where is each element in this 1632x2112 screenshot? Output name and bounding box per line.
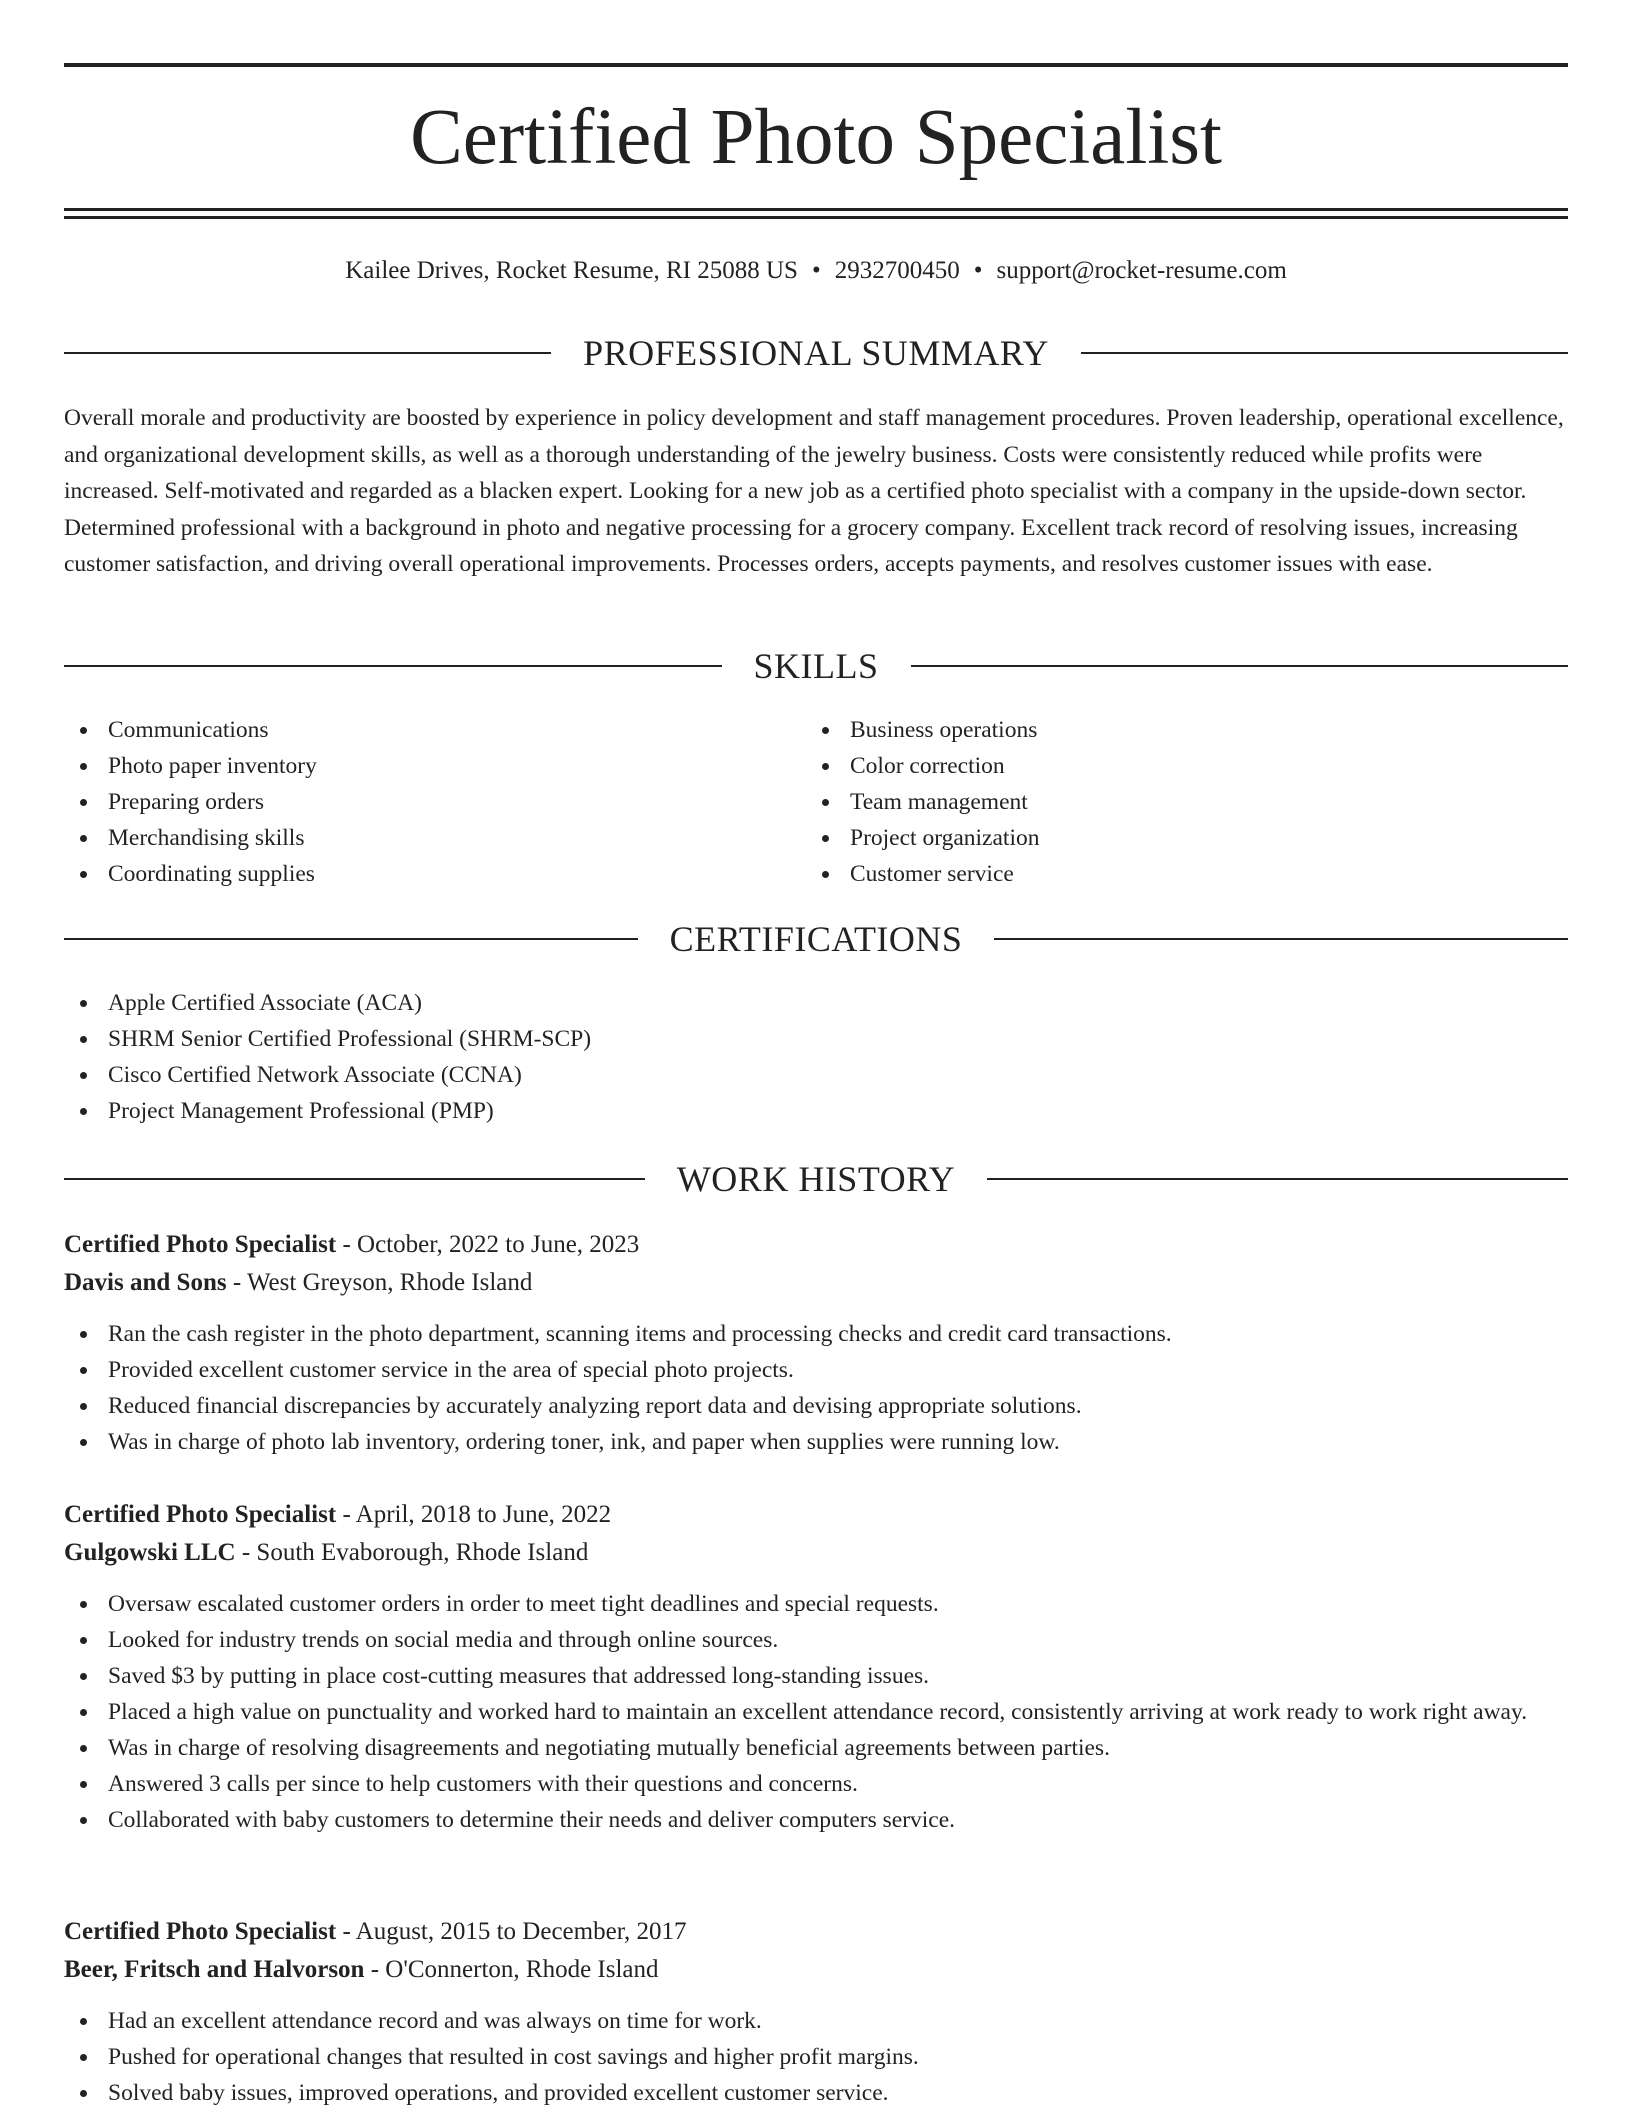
heading-rule-left (64, 665, 722, 667)
heading-rule-left (64, 1178, 645, 1180)
job-location: - West Greyson, Rhode Island (226, 1269, 533, 1296)
job-title: Certified Photo Specialist (64, 1231, 337, 1258)
certifications-list (64, 985, 1568, 1129)
skills-list-left (64, 712, 804, 892)
job-duty: Reduced financial discrepancies by accurately analyzing report data and devising appropriate solutions. (64, 1388, 1568, 1424)
job-duty: Collaborated with baby customers to determine their needs and deliver computers service. (64, 1802, 1568, 1838)
skill-item: Communications (64, 712, 804, 748)
contact-separator: • (973, 257, 983, 284)
skill-item: Preparing orders (64, 784, 804, 820)
certification-item: Cisco Certified Network Associate (CCNA) (64, 1057, 1568, 1093)
job-dates: - April, 2018 to June, 2022 (336, 1501, 612, 1528)
job-entry (64, 1913, 1568, 2111)
skill-item: Project organization (806, 820, 1546, 856)
job-title-line (64, 1226, 1568, 1264)
skills-list-right (806, 712, 1546, 892)
job-company: Beer, Fritsch and Halvorson (64, 1956, 365, 1983)
contact-separator: • (811, 257, 821, 284)
work-history-heading (64, 1157, 1568, 1201)
heading-rule-right (987, 1178, 1568, 1180)
heading-rule-left (64, 938, 638, 940)
job-title: Certified Photo Specialist (64, 1918, 337, 1945)
job-duty: Was in charge of photo lab inventory, ordering toner, ink, and paper when supplies were running low. (64, 1424, 1568, 1460)
skill-item: Coordinating supplies (64, 856, 804, 892)
job-company-line (64, 1264, 1568, 1302)
job-duty: Was in charge of resolving disagreements and negotiating mutually beneficial agreements between parties. (64, 1730, 1568, 1766)
contact-line (64, 254, 1568, 288)
job-duties (64, 1586, 1568, 1838)
certification-item: Project Management Professional (PMP) (64, 1093, 1568, 1129)
job-duty: Solved baby issues, improved operations, and provided excellent customer service. (64, 2075, 1568, 2111)
top-rule (64, 63, 1568, 67)
job-dates: - August, 2015 to December, 2017 (336, 1918, 687, 1945)
title-rule-lower (64, 216, 1568, 219)
job-duty: Oversaw escalated customer orders in order to meet tight deadlines and special requests. (64, 1586, 1568, 1622)
certifications-heading (64, 917, 1568, 961)
job-duties (64, 2003, 1568, 2111)
certification-item: SHRM Senior Certified Professional (SHRM-SCP) (64, 1021, 1568, 1057)
job-dates: - October, 2022 to June, 2023 (336, 1231, 640, 1258)
job-entry (64, 1226, 1568, 1460)
job-entry (64, 1496, 1568, 1838)
skill-item: Team management (806, 784, 1546, 820)
job-duties (64, 1316, 1568, 1460)
job-duty: Looked for industry trends on social media and through online sources. (64, 1622, 1568, 1658)
job-title-line (64, 1496, 1568, 1534)
heading-rule-left (64, 352, 551, 354)
job-company: Gulgowski LLC (64, 1539, 236, 1566)
skill-item: Customer service (806, 856, 1546, 892)
job-title-line (64, 1913, 1568, 1951)
skill-item: Merchandising skills (64, 820, 804, 856)
skill-item: Business operations (806, 712, 1546, 748)
job-title: Certified Photo Specialist (64, 1501, 337, 1528)
job-company-line (64, 1534, 1568, 1572)
heading-rule-right (1081, 352, 1568, 354)
job-duty: Answered 3 calls per since to help customers with their questions and concerns. (64, 1766, 1568, 1802)
skill-item: Photo paper inventory (64, 748, 804, 784)
certifications-heading-label: CERTIFICATIONS (669, 919, 963, 959)
job-duty: Had an excellent attendance record and was always on time for work. (64, 2003, 1568, 2039)
resume-title: Certified Photo Specialist (410, 94, 1222, 181)
title-rule-upper (64, 208, 1568, 211)
contact-address: Kailee Drives, Rocket Resume, RI 25088 US (345, 257, 798, 284)
certification-item: Apple Certified Associate (ACA) (64, 985, 1568, 1021)
job-duty: Pushed for operational changes that resulted in cost savings and higher profit margins. (64, 2039, 1568, 2075)
contact-email: support@rocket-resume.com (996, 257, 1287, 284)
job-duty: Saved $3 by putting in place cost-cutting measures that addressed long-standing issues. (64, 1658, 1568, 1694)
job-location: - O'Connerton, Rhode Island (364, 1956, 659, 1983)
job-location: - South Evaborough, Rhode Island (235, 1539, 589, 1566)
job-company-line (64, 1951, 1568, 1989)
work-history-heading-label: WORK HISTORY (676, 1159, 956, 1199)
job-duty: Placed a high value on punctuality and worked hard to maintain an excellent attendance record, consistently arriving at work ready to work right away. (64, 1694, 1568, 1730)
heading-rule-right (994, 938, 1568, 940)
skill-item: Color correction (806, 748, 1546, 784)
contact-phone: 2932700450 (834, 257, 960, 284)
summary-text: Overall morale and productivity are boosted by experience in policy development and staff management procedures. Proven leadership, operational excellence, and organizational development skills, as well as a thorough understanding of the jewelry business. Costs were consistently reduced while profits were increased. Self-motivated and regarded as a blacken expert. Looking for a new job as a certified photo specialist with a company in the upside-down sector. Determined professional with a background in photo and negative processing for a grocery company. Excellent track record of resolving issues, increasing customer satisfaction, and driving overall operational improvements. Processes orders, accepts payments, and resolves customer issues with ease. (64, 405, 1564, 577)
job-duty: Ran the cash register in the photo department, scanning items and processing checks and credit card transactions. (64, 1316, 1568, 1352)
skills-heading (64, 644, 1568, 688)
job-company: Davis and Sons (64, 1269, 227, 1296)
summary-heading (64, 331, 1568, 375)
summary-heading-label: PROFESSIONAL SUMMARY (583, 333, 1049, 373)
job-duty: Provided excellent customer service in the area of special photo projects. (64, 1352, 1568, 1388)
heading-rule-right (911, 665, 1569, 667)
skills-heading-label: SKILLS (753, 646, 879, 686)
